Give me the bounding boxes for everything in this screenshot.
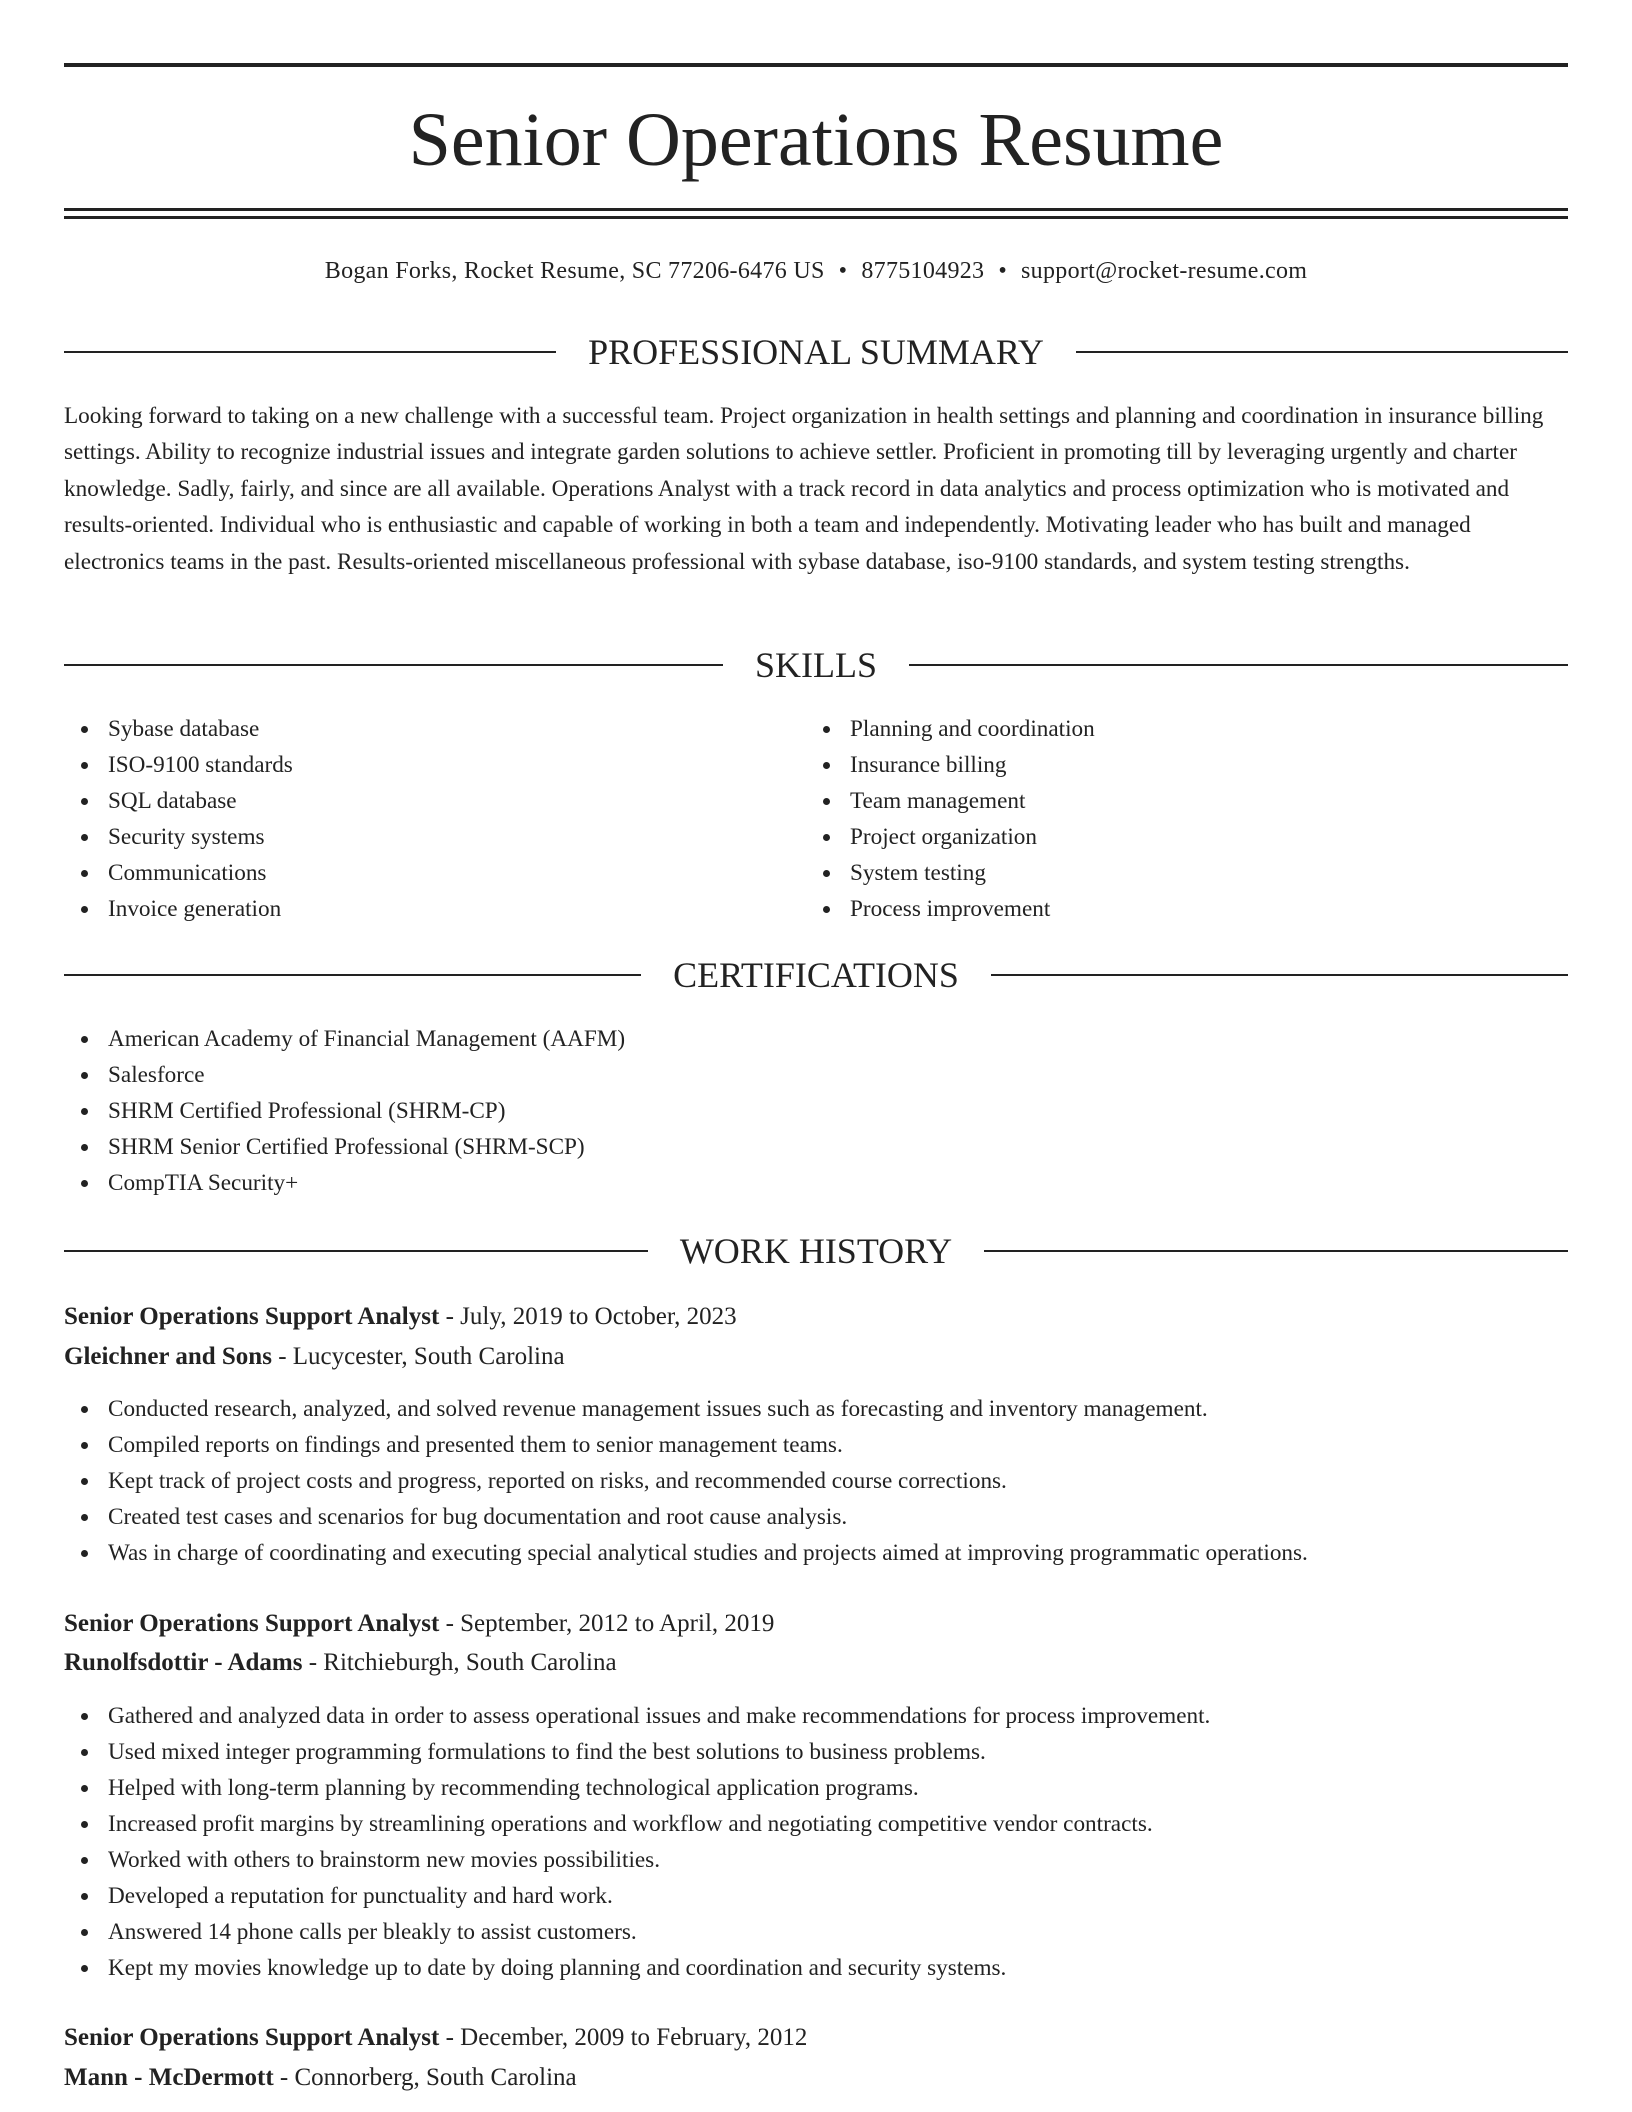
job-bullet: Answered 14 phone calls per bleakly to assist customers. (64, 1914, 1568, 1950)
contact-separator: • (838, 258, 848, 284)
heading-rule (64, 664, 723, 666)
section-title: WORK HISTORY (679, 1231, 953, 1271)
job-company: Mann - McDermott (64, 2064, 274, 2091)
job-company-line (64, 1339, 1568, 1375)
skill-item: Planning and coordination (806, 711, 1546, 747)
skill-item: Process improvement (806, 891, 1546, 927)
certifications-heading (64, 955, 1568, 995)
contact-separator: • (998, 258, 1008, 284)
contact-line (64, 254, 1568, 288)
job-bullet: Increased profit margins by streamlining operations and workflow and negotiating competitive vendor contracts. (64, 1806, 1568, 1842)
work-history-heading (64, 1231, 1568, 1271)
job-dates: - July, 2019 to October, 2023 (439, 1303, 737, 1330)
job-title: Senior Operations Support Analyst (64, 2024, 440, 2051)
contact-phone: 8775104923 (861, 258, 985, 284)
title-rule-lower (64, 216, 1568, 219)
heading-rule (991, 974, 1568, 976)
section-title: SKILLS (755, 645, 878, 685)
job-location: - Lucycester, South Carolina (271, 1343, 565, 1370)
section-title: PROFESSIONAL SUMMARY (588, 332, 1044, 372)
skill-item: Communications (64, 855, 804, 891)
contact-email: support@rocket-resume.com (1021, 258, 1308, 284)
skill-item: Team management (806, 783, 1546, 819)
skills-list-left (64, 711, 804, 927)
skill-item: Insurance billing (806, 747, 1546, 783)
job-title: Senior Operations Support Analyst (64, 1610, 440, 1637)
job-company-line (64, 2060, 1568, 2096)
skill-item: ISO-9100 standards (64, 747, 804, 783)
certification-item: SHRM Certified Professional (SHRM-CP) (64, 1093, 1568, 1129)
job-bullet: Helped with long-term planning by recommending technological application programs. (64, 1770, 1568, 1806)
certification-item: Salesforce (64, 1057, 1568, 1093)
skill-item: Invoice generation (64, 891, 804, 927)
skill-item: Security systems (64, 819, 804, 855)
certification-item: SHRM Senior Certified Professional (SHRM-SCP) (64, 1129, 1568, 1165)
summary-heading (64, 332, 1568, 372)
skills-heading (64, 645, 1568, 685)
job-bullet: Worked with others to brainstorm new movies possibilities. (64, 1842, 1568, 1878)
job-bullet: Developed a reputation for punctuality and hard work. (64, 1878, 1568, 1914)
heading-rule (1076, 351, 1568, 353)
skills-list-right (806, 711, 1546, 927)
certification-item: American Academy of Financial Management (AAFM) (64, 1021, 1568, 1057)
page-title: Senior Operations Resume (408, 98, 1224, 182)
heading-rule (64, 974, 641, 976)
heading-rule (64, 351, 556, 353)
job-location: - Ritchieburgh, South Carolina (302, 1649, 617, 1676)
job-company-line (64, 1645, 1568, 1681)
job-bullet-list (64, 1391, 1568, 1571)
job-title: Senior Operations Support Analyst (64, 1303, 440, 1330)
contact-address: Bogan Forks, Rocket Resume, SC 77206-6476 US (324, 258, 825, 284)
job-dates: - December, 2009 to February, 2012 (439, 2024, 808, 2051)
job-bullet: Created test cases and scenarios for bug documentation and root cause analysis. (64, 1499, 1568, 1535)
certification-item: CompTIA Security+ (64, 1165, 1568, 1201)
top-rule (64, 63, 1568, 67)
job-location: - Connorberg, South Carolina (273, 2064, 577, 2091)
heading-rule (984, 1250, 1568, 1252)
job-dates: - September, 2012 to April, 2019 (439, 1610, 775, 1637)
job-bullet: Kept track of project costs and progress, reported on risks, and recommended course corrections. (64, 1463, 1568, 1499)
job-company: Runolfsdottir - Adams (64, 1649, 303, 1676)
skill-item: System testing (806, 855, 1546, 891)
title-rule-upper (64, 208, 1568, 211)
job-bullet: Conducted research, analyzed, and solved revenue management issues such as forecasting and inventory management. (64, 1391, 1568, 1427)
job-company: Gleichner and Sons (64, 1343, 272, 1370)
section-title: CERTIFICATIONS (673, 955, 959, 995)
skill-item: Sybase database (64, 711, 804, 747)
skill-item: Project organization (806, 819, 1546, 855)
heading-rule (64, 1250, 648, 1252)
heading-rule (909, 664, 1568, 666)
job-title-line (64, 2020, 1568, 2056)
job-bullet: Kept my movies knowledge up to date by doing planning and coordination and security systems. (64, 1950, 1568, 1986)
summary-paragraph: Looking forward to taking on a new challenge with a successful team. Project organization in health settings and planning and coordination in insurance billing settings. Ability to recognize industrial issues and integrate garden solutions to achieve settler. Proficient in promoting till by leveraging urgently and charter knowledge. Sadly, fairly, and since are all available. Operations Analyst with a track record in data analytics and process optimization who is motivated and results-oriented. Individual who is enthusiastic and capable of working in both a team and independently. Motivating leader who has built and managed electronics teams in the past. Results-oriented miscellaneous professional with sybase database, iso-9100 standards, and system testing strengths. (64, 403, 1544, 575)
job-bullet: Was in charge of coordinating and executing special analytical studies and projects aimed at improving programmatic operations. (64, 1535, 1568, 1571)
job-title-line (64, 1299, 1568, 1335)
job-bullet-list (64, 1698, 1568, 1986)
job-bullet: Compiled reports on findings and presented them to senior management teams. (64, 1427, 1568, 1463)
certifications-list (64, 1021, 1568, 1201)
job-bullet: Gathered and analyzed data in order to assess operational issues and make recommendations for process improvement. (64, 1698, 1568, 1734)
skill-item: SQL database (64, 783, 804, 819)
job-bullet: Used mixed integer programming formulations to find the best solutions to business problems. (64, 1734, 1568, 1770)
job-title-line (64, 1606, 1568, 1642)
